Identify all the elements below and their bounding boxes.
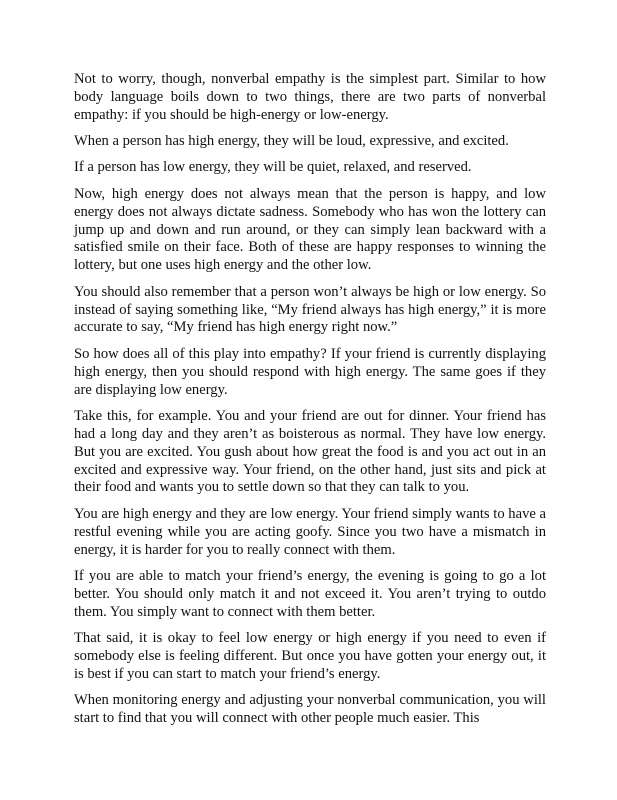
paragraph: That said, it is okay to feel low energy or high energy if you need to even if somebody else is feeling different. But once you have gotten your energy out, it is best if you can start to match your friend’s energy. bbox=[74, 629, 546, 682]
paragraph: Take this, for example. You and your friend are out for dinner. Your friend has had a long day and they aren’t as boisterous as normal. They have low energy. But you are excited. You gush about how great the food is and you act out in an excited and expressive way. Your friend, on the other hand, just sits and pick at their food and wants you to settle down so that they can talk to you. bbox=[74, 407, 546, 496]
paragraph: If you are able to match your friend’s energy, the evening is going to go a lot better. You should only match it and not exceed it. You aren’t trying to outdo them. You simply want to connect with them better. bbox=[74, 567, 546, 620]
paragraph: When a person has high energy, they will be loud, expressive, and excited. bbox=[74, 133, 509, 150]
paragraph: You should also remember that a person won’t always be high or low energy. So instead of saying something like, “My friend always has high energy,” it is more accurate to say, “My friend has high energy right now.” bbox=[74, 283, 546, 336]
paragraph: So how does all of this play into empathy? If your friend is currently displaying high energy, then you should respond with high energy. The same goes if they are displaying low energy. bbox=[74, 345, 546, 398]
paragraph: You are high energy and they are low energy. Your friend simply wants to have a restful evening while you are acting goofy. Since you two have a mismatch in energy, it is harder for you to really connect with them. bbox=[74, 505, 546, 558]
paragraph: If a person has low energy, they will be quiet, relaxed, and reserved. bbox=[74, 159, 472, 176]
paragraph: Not to worry, though, nonverbal empathy is the simplest part. Similar to how body language boils down to two things, there are two parts of nonverbal empathy: if you should be high-energy or low-energy. bbox=[74, 71, 546, 123]
body-text bbox=[74, 71, 546, 736]
paragraph: Now, high energy does not always mean that the person is happy, and low energy does not always dictate sadness. Somebody who has won the lottery can jump up and down and run around, or they can simply lean backward with a satisfied smile on their face. Both of these are happy responses to winning the lottery, but one uses high energy and the other low. bbox=[74, 185, 546, 274]
paragraph: When monitoring energy and adjusting your nonverbal communication, you will start to find that you will connect with other people much easier. This bbox=[74, 692, 546, 726]
